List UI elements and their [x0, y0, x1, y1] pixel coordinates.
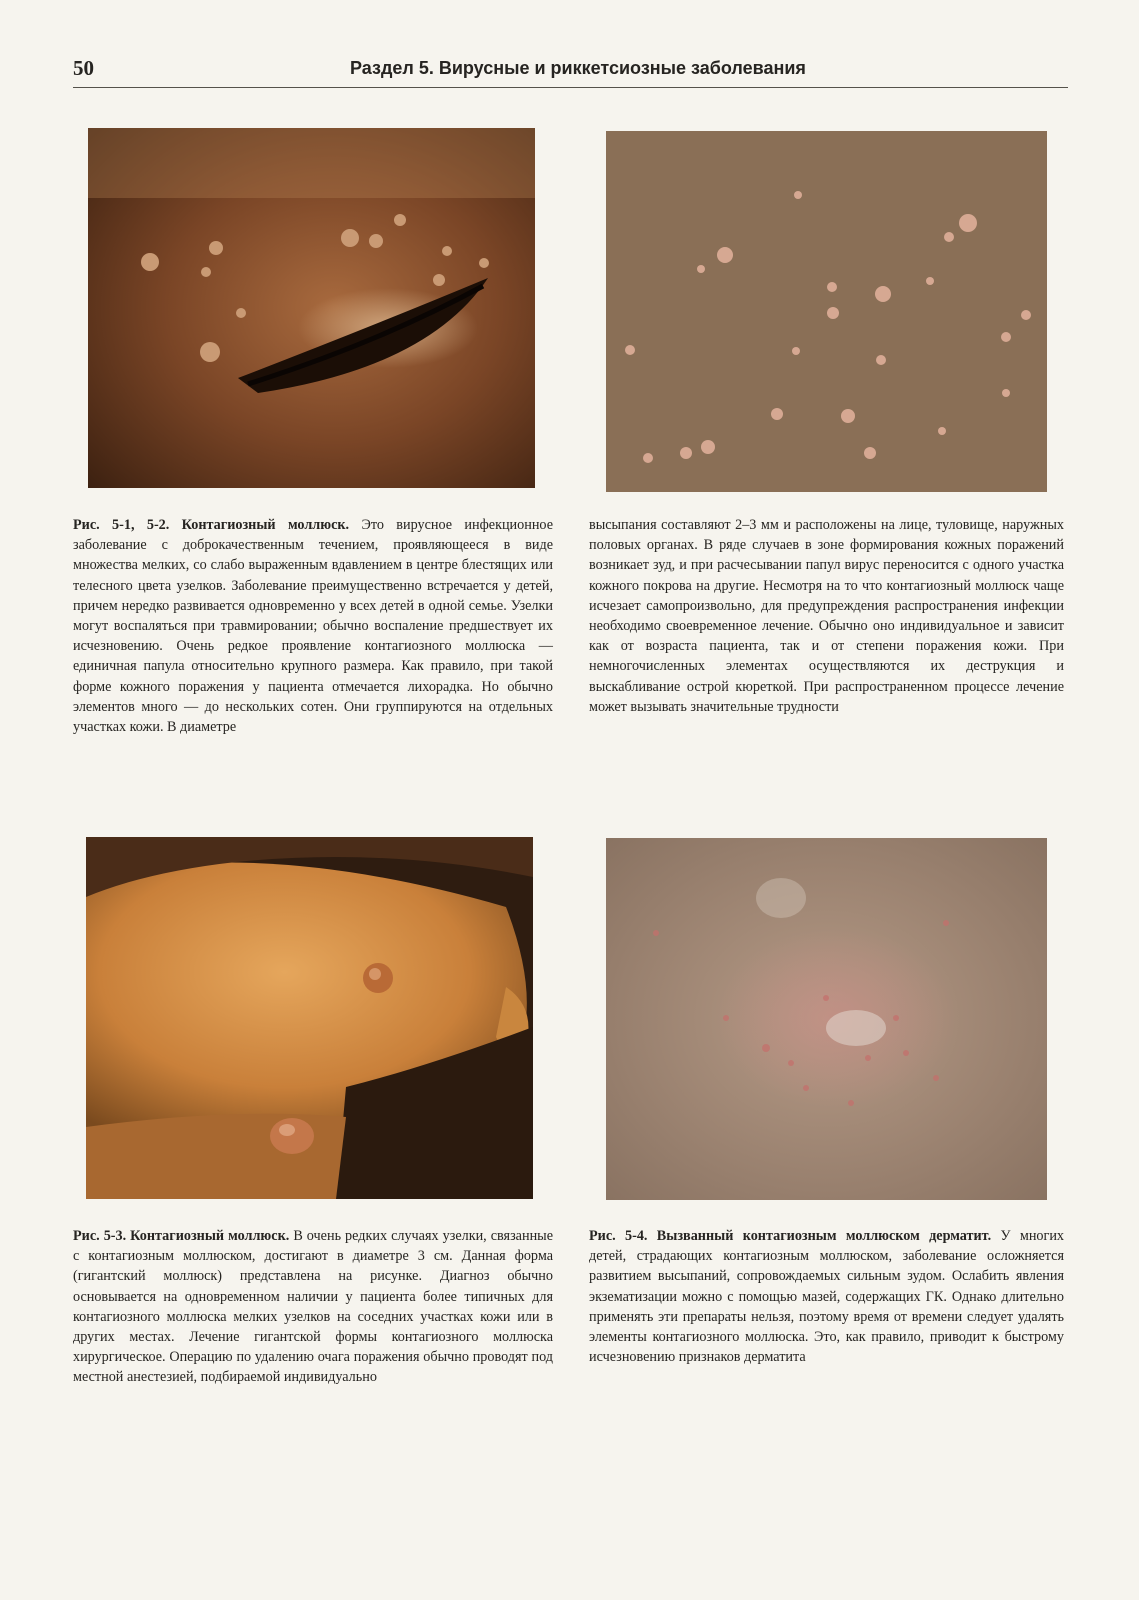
caption-text-fig-5-1-5-2-left: Это вирусное инфекционное заболевание с доброкачественным течением, проявляющееся в виде множества мелких, со слабо выраженным вдавлением в центре блестящих или телесного цвета узелков. Заболевание преимущественно встречается у детей, причем нередко развивается одновременно у всех детей в одной семье. Узелки могут воспаляться при травмировании; обычно воспаление предшествует их исчезновению. Очень редкое проявление контагиозного моллюска — единичная папула относительно крупного размера. Как правило, при такой форме кожного поражения у пациента отмечается лихорадка. Но обычно элементов много — до нескольких сотен. Они группируются на отдельных участках кожи. В диаметре — [73, 517, 553, 736]
page-number: 50 — [73, 56, 94, 80]
caption-label-fig-5-1-5-2: Рис. 5-1, 5-2. Контагиозный моллюск. — [73, 517, 350, 533]
molluscum-dermatitis-photo — [606, 838, 1047, 1200]
giant-molluscum-photo — [86, 837, 533, 1199]
caption-label-fig-5-3: Рис. 5-3. Контагиозный моллюск. — [73, 1228, 290, 1244]
caption-fig-5-4 — [589, 1226, 1064, 1367]
eyelid-papules-photo — [88, 128, 535, 488]
caption-label-fig-5-4: Рис. 5-4. Вызванный контагиозным моллюском дерматит. — [589, 1228, 992, 1244]
caption-fig-5-1-5-2-right: высыпания составляют 2–3 мм и расположены на лице, туловище, наружных половых органах. В ряде случаев в зоне формирования кожных поражений возникает зуд, и при расчесывании папул вирус переносится с одного участка кожного покрова на другие. Несмотря на то что контагиозный моллюск чаще исчезает самопроизвольно, для предупреждения распространения инфекции необходимо своевременное лечение. Обычно оно индивидуальное и зависит как от возраста пациента, так и от степени поражения кожи. При немногочисленных элементах осуществляются их деструкция и выскабливание острой кюреткой. При распространенном процессе лечение может вызывать значительные трудности — [589, 517, 1064, 715]
caption-text-fig-5-3: В очень редких случаях узелки, связанные с контагиозным моллюском, достигают в диаметре 3 см. Данная форма (гигантский моллюск) представлена на рисунке. Диагноз обычно основывается на одновременном наличии у пациента более типичных для контагиозного моллюска мелких узелков на соседних участках кожи или в других местах. Лечение гигантской формы контагиозного моллюска хирургическое. Операцию по удалению очага поражения обычно проводят под местной анестезией, подбираемой индивидуально — [73, 1228, 553, 1386]
trunk-papules-photo — [606, 131, 1047, 492]
caption-fig-5-1-5-2-left — [73, 515, 553, 737]
caption-fig-5-3 — [73, 1226, 553, 1388]
caption-text-fig-5-4: У многих детей, страдающих контагиозным моллюском, заболевание осложняется развитием высыпаний, сопровождаемых сильным зудом. Ослабить явления экзематизации можно с помощью мазей, содержащих ГК. Однако длительно применять эти препараты нельзя, поэтому время от времени следует удалять элементы контагиозного моллюска. Это, как правило, приводит к быстрому исчезновению признаков дерматита — [589, 1228, 1065, 1366]
header-rule — [73, 87, 1068, 88]
section-title: Раздел 5. Вирусные и риккетсиозные заболевания — [350, 58, 806, 78]
